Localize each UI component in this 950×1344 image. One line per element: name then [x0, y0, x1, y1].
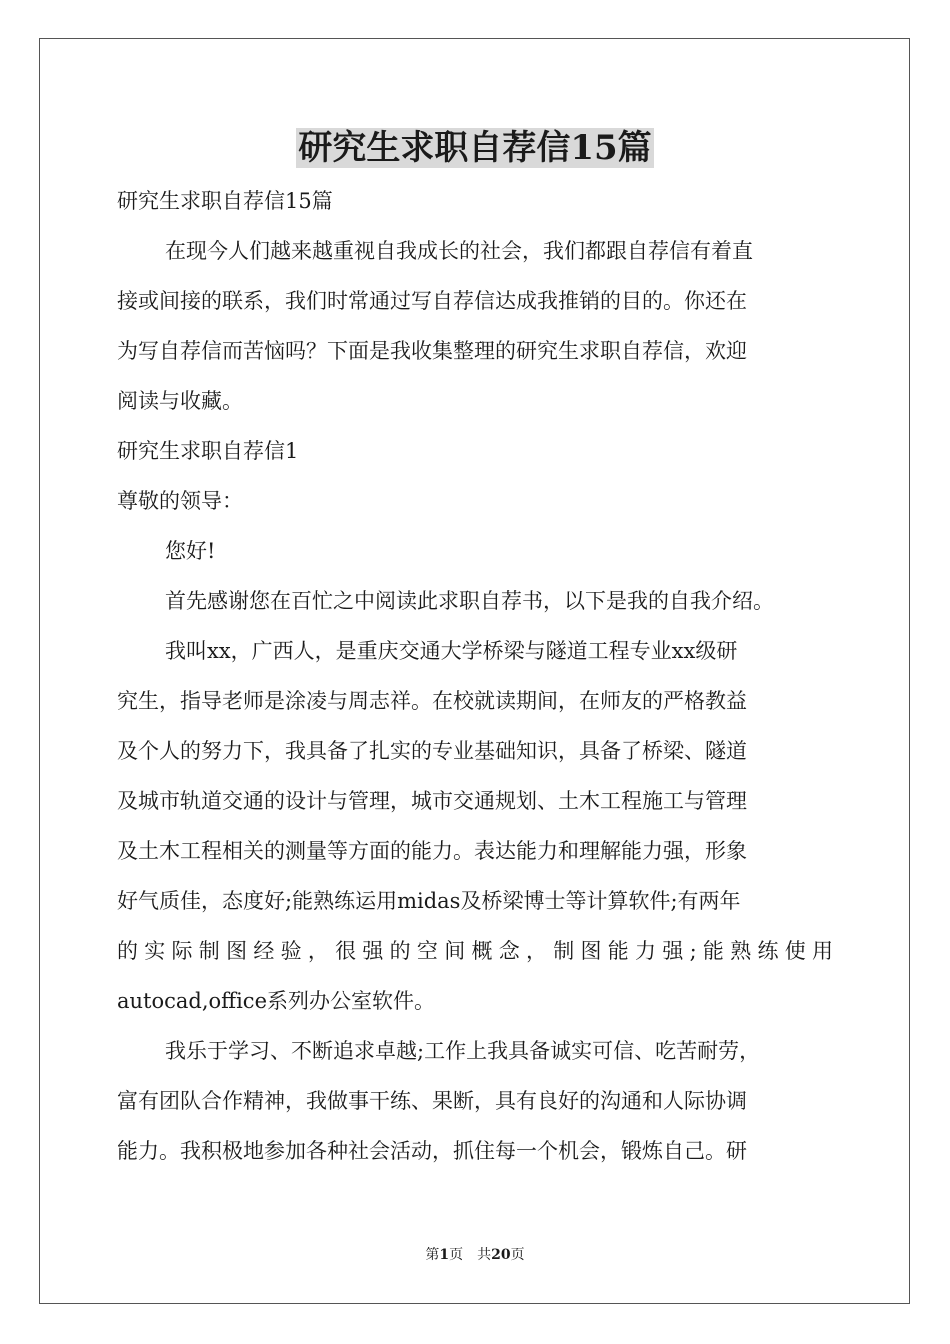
footer-prefix: 第: [425, 1247, 440, 1263]
paragraph-line: 及城市轨道交通的设计与管理，城市交通规划、土木工程施工与管理: [117, 789, 747, 813]
paragraph-line: 富有团队合作精神，我做事干练、果断，具有良好的沟通和人际协调: [117, 1089, 747, 1113]
page-footer: [0, 1245, 950, 1265]
footer-mid: 页 共: [449, 1247, 492, 1263]
paragraph-line: 接或间接的联系，我们时常通过写自荐信达成我推销的目的。你还在: [117, 289, 747, 313]
section-heading: 研究生求职自荐信1: [117, 439, 299, 463]
paragraph-line: 的实际制图经验，很强的空间概念，制图能力强;能熟练使用: [117, 939, 833, 963]
paragraph-line: 好气质佳，态度好;能熟练运用midas及桥梁博士等计算软件;有两年: [117, 889, 741, 913]
total-page-number: 20: [491, 1247, 511, 1263]
footer-suffix: 页: [510, 1247, 525, 1263]
paragraph-line: 阅读与收藏。: [117, 389, 243, 413]
greeting: 您好!: [165, 539, 216, 563]
paragraph-line: 我乐于学习、不断追求卓越;工作上我具备诚实可信、吃苦耐劳，: [165, 1039, 761, 1063]
paragraph-line: 及土木工程相关的测量等方面的能力。表达能力和理解能力强，形象: [117, 839, 747, 863]
paragraph-line: 为写自荐信而苦恼吗？下面是我收集整理的研究生求职自荐信，欢迎: [117, 339, 747, 363]
paragraph-line: 首先感谢您在百忙之中阅读此求职自荐书，以下是我的自我介绍。: [165, 589, 774, 613]
document-title: 研究生求职自荐信15篇: [298, 128, 652, 168]
current-page-number: 1: [439, 1247, 450, 1263]
paragraph-line: autocad,office系列办公室软件。: [117, 989, 435, 1013]
salutation: 尊敬的领导：: [117, 489, 243, 513]
paragraph-line: 及个人的努力下，我具备了扎实的专业基础知识，具备了桥梁、隧道: [117, 739, 747, 763]
paragraph-line: 能力。我积极地参加各种社会活动，抓住每一个机会，锻炼自己。研: [117, 1139, 747, 1163]
paragraph-line: 究生，指导老师是涂凌与周志祥。在校就读期间，在师友的严格教益: [117, 689, 747, 713]
document-body: [117, 176, 833, 1176]
subtitle-line: 研究生求职自荐信15篇: [117, 189, 333, 213]
paragraph-line: 我叫xx，广西人，是重庆交通大学桥梁与隧道工程专业xx级研: [165, 639, 738, 663]
paragraph-line: 在现今人们越来越重视自我成长的社会，我们都跟自荐信有着直: [165, 239, 753, 263]
